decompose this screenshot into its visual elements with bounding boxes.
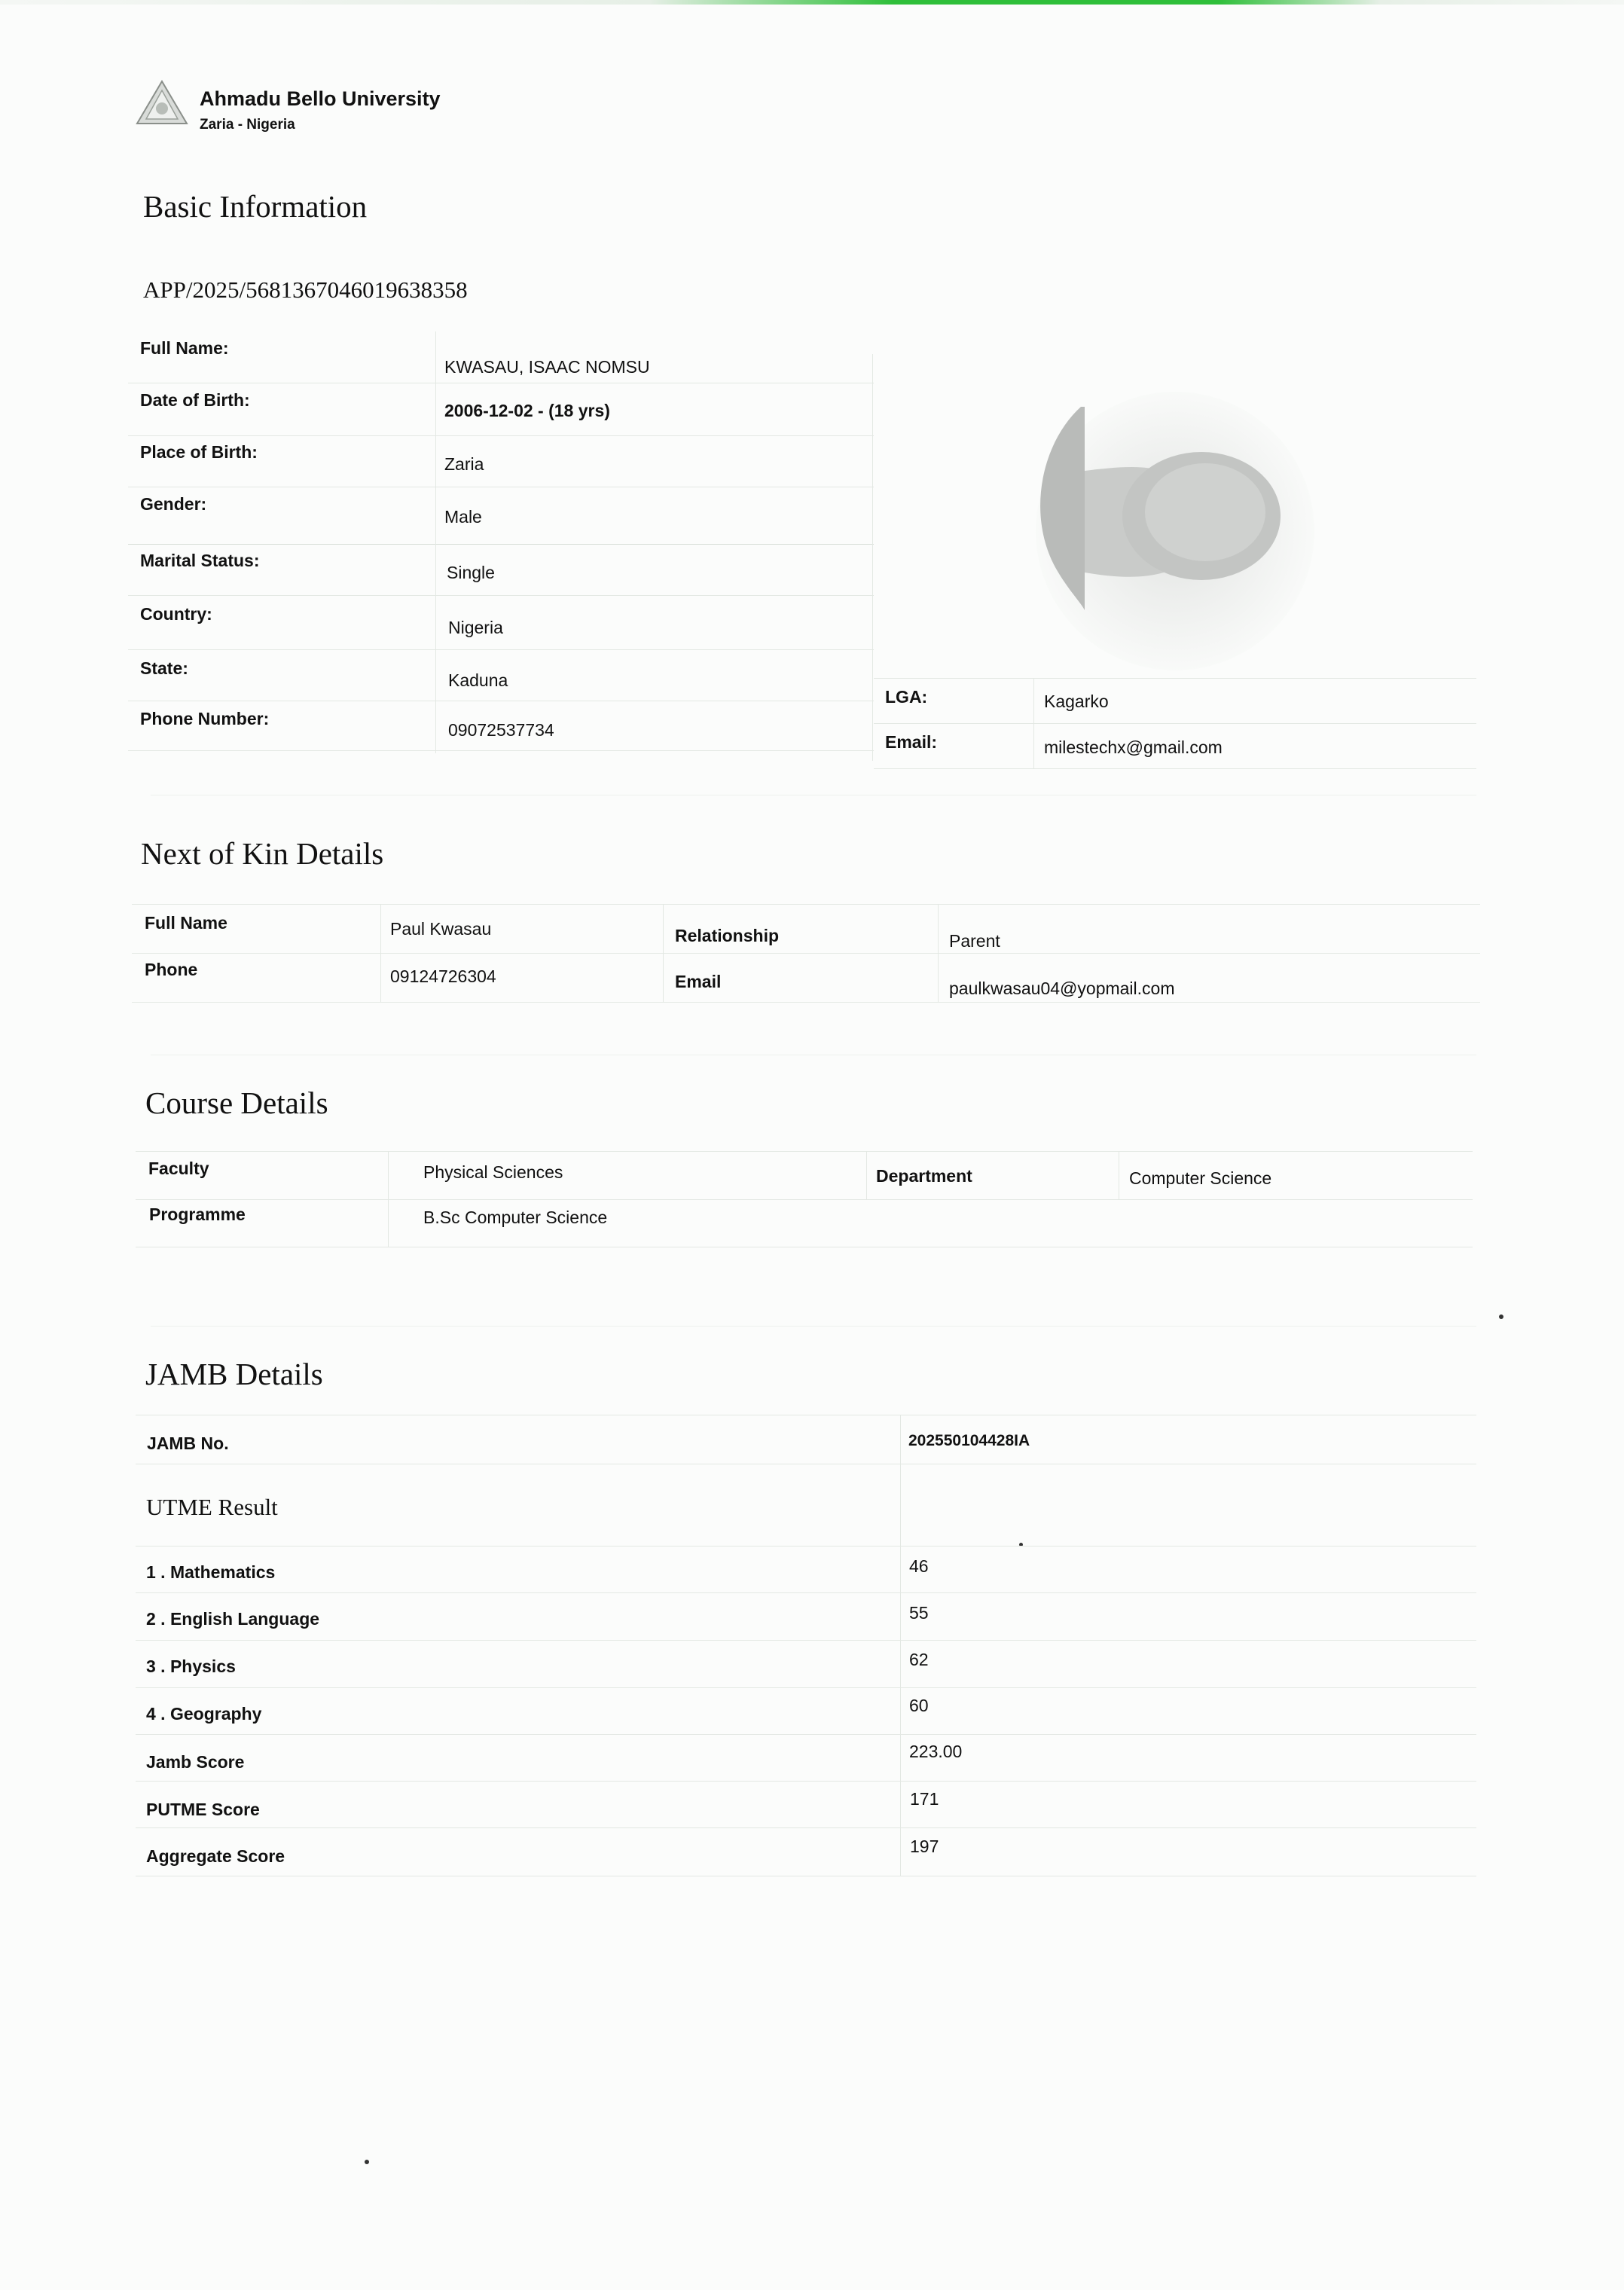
programme-label: Programme — [149, 1205, 246, 1224]
divider — [874, 768, 1476, 769]
divider — [874, 723, 1476, 724]
country-label: Country: — [140, 604, 212, 624]
divider — [136, 1592, 1476, 1593]
divider — [128, 750, 874, 751]
column-divider — [866, 1151, 867, 1199]
phone-number-label: Phone Number: — [140, 709, 270, 728]
department-label: Department — [876, 1166, 972, 1186]
university-name: Ahmadu Bello University — [200, 87, 441, 110]
place-of-birth-label: Place of Birth: — [140, 442, 258, 462]
jamb-number-label: JAMB No. — [147, 1434, 229, 1453]
divider — [136, 1640, 1476, 1641]
university-logo — [136, 80, 188, 127]
faculty-label: Faculty — [148, 1159, 209, 1178]
utme-subject-label: 4 . Geography — [146, 1704, 262, 1724]
basic-information-title: Basic Information — [143, 189, 368, 224]
utme-result-title: UTME Result — [146, 1494, 278, 1520]
email-label: Email: — [885, 732, 938, 752]
lga-value: Kagarko — [1044, 692, 1109, 711]
kin-email-value: paulkwasau04@yopmail.com — [949, 979, 1175, 998]
column-divider — [1033, 678, 1034, 768]
divider — [136, 1781, 1476, 1782]
column-divider — [938, 904, 939, 1002]
utme-subject-label: 2 . English Language — [146, 1609, 320, 1629]
divider — [151, 1326, 1476, 1327]
jamb-score-label: Jamb Score — [146, 1752, 245, 1772]
kin-relationship-value: Parent — [949, 931, 1000, 951]
aggregate-score-label: Aggregate Score — [146, 1846, 285, 1866]
kin-full-name-value: Paul Kwasau — [390, 919, 492, 939]
faculty-value: Physical Sciences — [423, 1162, 563, 1182]
divider — [132, 1002, 1480, 1003]
state-label: State: — [140, 658, 188, 678]
divider — [132, 953, 1480, 954]
kin-relationship-label: Relationship — [675, 926, 780, 945]
place-of-birth-value: Zaria — [444, 454, 484, 474]
application-number: APP/2025/5681367046019638358 — [143, 276, 468, 303]
utme-subject-score: 46 — [909, 1556, 929, 1576]
column-divider — [872, 354, 873, 761]
full-name-label: Full Name: — [140, 338, 229, 358]
column-divider — [388, 1151, 389, 1247]
programme-value: B.Sc Computer Science — [423, 1208, 608, 1227]
dob-label: Date of Birth: — [140, 390, 250, 410]
jamb-score-value: 223.00 — [909, 1742, 963, 1761]
column-divider — [435, 331, 436, 753]
putme-score-value: 171 — [910, 1789, 939, 1809]
email-value: milestechx@gmail.com — [1044, 737, 1223, 757]
divider — [128, 595, 874, 596]
utme-subject-label: 1 . Mathematics — [146, 1562, 276, 1582]
divider — [874, 678, 1476, 679]
aggregate-score-value: 197 — [910, 1837, 939, 1856]
divider — [128, 435, 874, 436]
full-name-value: KWASAU, ISAAC NOMSU — [444, 357, 650, 377]
divider — [136, 1546, 1476, 1547]
utme-subject-score: 55 — [909, 1603, 929, 1623]
applicant-photo — [1024, 392, 1326, 678]
divider — [132, 904, 1480, 905]
lga-label: LGA: — [885, 687, 928, 707]
divider — [136, 1151, 1473, 1152]
divider — [136, 1687, 1476, 1688]
kin-email-label: Email — [675, 972, 722, 991]
kin-full-name-label: Full Name — [145, 913, 227, 933]
divider — [136, 1734, 1476, 1735]
column-divider — [663, 904, 664, 1002]
department-value: Computer Science — [1129, 1168, 1272, 1188]
putme-score-label: PUTME Score — [146, 1800, 260, 1819]
marital-status-value: Single — [447, 563, 495, 582]
divider — [136, 1827, 1476, 1828]
divider — [128, 649, 874, 650]
country-value: Nigeria — [448, 618, 503, 637]
course-details-title: Course Details — [145, 1085, 328, 1120]
jamb-details-title: JAMB Details — [145, 1357, 323, 1391]
scan-speck — [1499, 1314, 1503, 1319]
jamb-number-value: 202550104428IA — [908, 1432, 1030, 1449]
state-value: Kaduna — [448, 670, 508, 690]
scan-edge — [0, 0, 1624, 5]
kin-phone-value: 09124726304 — [390, 966, 496, 986]
divider — [136, 1199, 1473, 1200]
next-of-kin-title: Next of Kin Details — [141, 836, 384, 871]
divider — [128, 544, 874, 545]
phone-number-value: 09072537734 — [448, 720, 554, 740]
scan-speck — [365, 2160, 369, 2164]
kin-phone-label: Phone — [145, 960, 198, 979]
gender-label: Gender: — [140, 494, 207, 514]
university-location: Zaria - Nigeria — [200, 117, 295, 133]
column-divider — [380, 904, 381, 1002]
utme-subject-score: 60 — [909, 1696, 929, 1715]
dob-value: 2006-12-02 - (18 yrs) — [444, 401, 610, 420]
utme-subject-score: 62 — [909, 1650, 929, 1669]
marital-status-label: Marital Status: — [140, 551, 260, 570]
column-divider — [900, 1415, 901, 1876]
utme-subject-label: 3 . Physics — [146, 1656, 236, 1676]
gender-value: Male — [444, 507, 482, 527]
